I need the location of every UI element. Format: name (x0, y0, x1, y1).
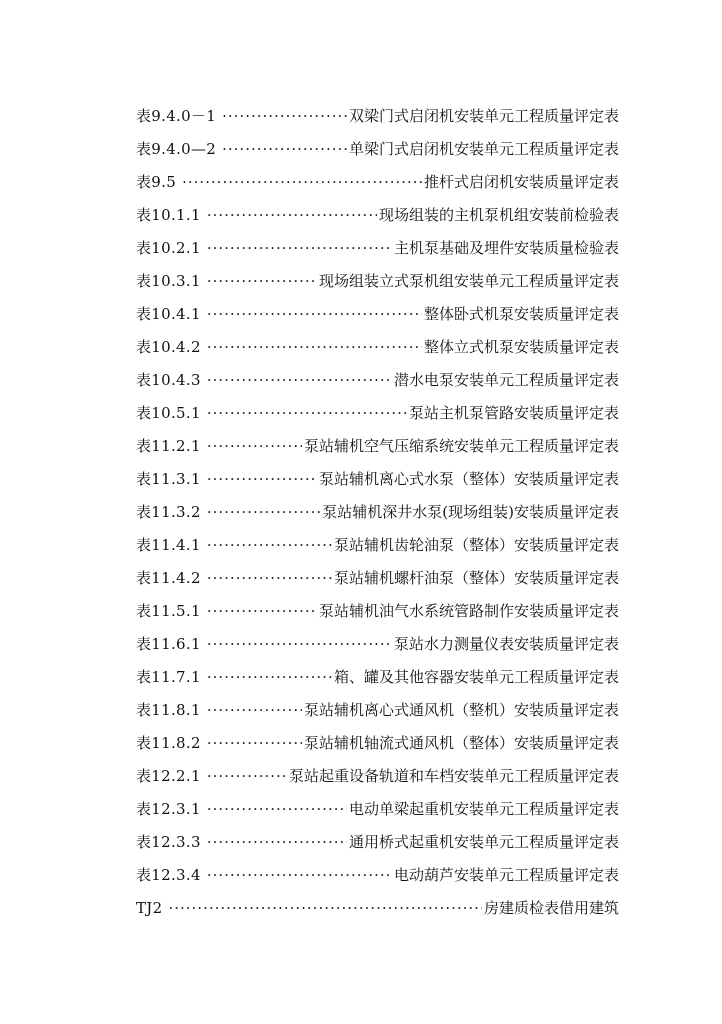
toc-entry-title: 泵站辅机离心式水泵（整体）安装质量评定表 (318, 470, 619, 488)
toc-entry-title: 泵站辅机空气压缩系统安装单元工程质量评定表 (303, 437, 619, 455)
toc-entry (136, 797, 619, 830)
toc-entry-code: TJ2 (136, 899, 163, 917)
toc-entry-title: 电动单梁起重机安装单元工程质量评定表 (348, 800, 619, 818)
toc-entry (136, 434, 619, 467)
dot-leader (207, 797, 347, 821)
toc-entry-title: 箱、罐及其他容器安装单元工程质量评定表 (333, 668, 619, 686)
dot-leader (207, 863, 392, 887)
toc-entry-title: 泵站水力测量仪表安装质量评定表 (393, 635, 619, 653)
toc-entry (136, 863, 619, 896)
toc-entry (136, 731, 619, 764)
dot-leader (182, 170, 422, 194)
dot-leader (207, 764, 287, 788)
dot-leader (207, 566, 332, 590)
toc-entry (136, 566, 619, 599)
toc-entry-title: 泵站辅机齿轮油泵（整体）安装质量评定表 (333, 536, 619, 554)
dot-leader (207, 731, 302, 755)
toc-entry (136, 137, 619, 170)
toc-entry-title: 推杆式启闭机安装质量评定表 (423, 173, 619, 191)
toc-entry (136, 236, 619, 269)
dot-leader (207, 632, 392, 656)
toc-entry-code: 表11.8.2 (136, 734, 201, 752)
toc-entry-code: 表12.3.1 (136, 800, 201, 818)
toc-entry-title: 现场组装立式泵机组安装单元工程质量评定表 (318, 272, 619, 290)
toc-entry-code: 表11.3.1 (136, 470, 201, 488)
toc-entry-code: 表10.5.1 (136, 404, 201, 422)
dot-leader (168, 896, 482, 920)
toc-entry (136, 896, 619, 929)
dot-leader (207, 533, 332, 557)
toc-entry (136, 665, 619, 698)
toc-entry (136, 500, 619, 533)
toc-entry (136, 269, 619, 302)
toc-entry (136, 368, 619, 401)
toc-entry-title: 泵站起重设备轨道和车档安装单元工程质量评定表 (288, 767, 619, 785)
toc-entry (136, 533, 619, 566)
dot-leader (207, 467, 317, 491)
toc-entry-code: 表11.5.1 (136, 602, 201, 620)
dot-leader (207, 830, 347, 854)
toc-entry-title: 泵站主机泵管路安装质量评定表 (408, 404, 619, 422)
dot-leader (207, 269, 317, 293)
dot-leader (207, 368, 392, 392)
toc-entry-title: 电动葫芦安装单元工程质量评定表 (393, 866, 619, 884)
toc-entry-code: 表10.1.1 (136, 206, 201, 224)
toc-entry-title: 通用桥式起重机安装单元工程质量评定表 (348, 833, 619, 851)
toc-entry-title: 泵站辅机深井水泵(现场组装)安装质量评定表 (322, 503, 619, 521)
toc-entry-title: 主机泵基础及埋件安装质量检验表 (393, 239, 619, 257)
toc-entry-code: 表11.4.2 (136, 569, 201, 587)
toc-entry-code: 表10.4.2 (136, 338, 201, 356)
toc-entry-title: 整体卧式机泵安装质量评定表 (423, 305, 619, 323)
toc-entry-title: 单梁门式启闭机安装单元工程质量评定表 (348, 140, 619, 158)
toc-entry (136, 401, 619, 434)
toc-entry-code: 表11.7.1 (136, 668, 201, 686)
toc-entry-title: 整体立式机泵安装质量评定表 (423, 338, 619, 356)
toc-entry (136, 632, 619, 665)
toc-entry-code: 表9.4.0—2 (136, 140, 217, 158)
toc-entry-title: 房建质检表借用建筑 (483, 899, 619, 917)
toc-entry-code: 表12.2.1 (136, 767, 201, 785)
dot-leader (207, 434, 302, 458)
dot-leader (207, 335, 422, 359)
toc-entry (136, 104, 619, 137)
toc-entry (136, 830, 619, 863)
toc-entry-code: 表11.3.2 (136, 503, 201, 521)
toc-entry (136, 467, 619, 500)
toc-entry (136, 203, 619, 236)
dot-leader (207, 698, 302, 722)
toc-entry-title: 泵站辅机离心式通风机（整机）安装质量评定表 (303, 701, 619, 719)
toc-entry (136, 599, 619, 632)
toc-entry (136, 764, 619, 797)
table-of-contents (136, 104, 619, 929)
toc-entry (136, 335, 619, 368)
toc-entry-code: 表12.3.4 (136, 866, 201, 884)
dot-leader (207, 401, 407, 425)
toc-entry (136, 698, 619, 731)
toc-entry-code: 表10.3.1 (136, 272, 201, 290)
toc-entry-code: 表9.5 (136, 173, 177, 191)
toc-entry (136, 170, 619, 203)
dot-leader (207, 500, 320, 524)
toc-entry-title: 泵站辅机螺杆油泵（整体）安装质量评定表 (333, 569, 619, 587)
toc-entry-code: 表11.2.1 (136, 437, 201, 455)
toc-entry-code: 表10.4.3 (136, 371, 201, 389)
toc-entry-code: 表9.4.0－1 (136, 107, 217, 125)
toc-entry-title: 泵站辅机油气水系统管路制作安装质量评定表 (318, 602, 619, 620)
toc-entry-code: 表11.4.1 (136, 536, 201, 554)
toc-entry-title: 潜水电泵安装单元工程质量评定表 (393, 371, 619, 389)
toc-entry-code: 表12.3.3 (136, 833, 201, 851)
toc-entry (136, 302, 619, 335)
dot-leader (207, 665, 332, 689)
dot-leader (207, 203, 377, 227)
toc-entry-title: 双梁门式启闭机安装单元工程质量评定表 (348, 107, 619, 125)
dot-leader (222, 137, 347, 161)
toc-entry-code: 表11.8.1 (136, 701, 201, 719)
dot-leader (207, 302, 422, 326)
dot-leader (222, 104, 347, 128)
toc-entry-title: 现场组装的主机泵机组安装前检验表 (378, 206, 619, 224)
dot-leader (207, 599, 317, 623)
toc-entry-code: 表10.4.1 (136, 305, 201, 323)
toc-entry-title: 泵站辅机轴流式通风机（整体）安装质量评定表 (303, 734, 619, 752)
toc-entry-code: 表11.6.1 (136, 635, 201, 653)
dot-leader (207, 236, 392, 260)
toc-entry-code: 表10.2.1 (136, 239, 201, 257)
